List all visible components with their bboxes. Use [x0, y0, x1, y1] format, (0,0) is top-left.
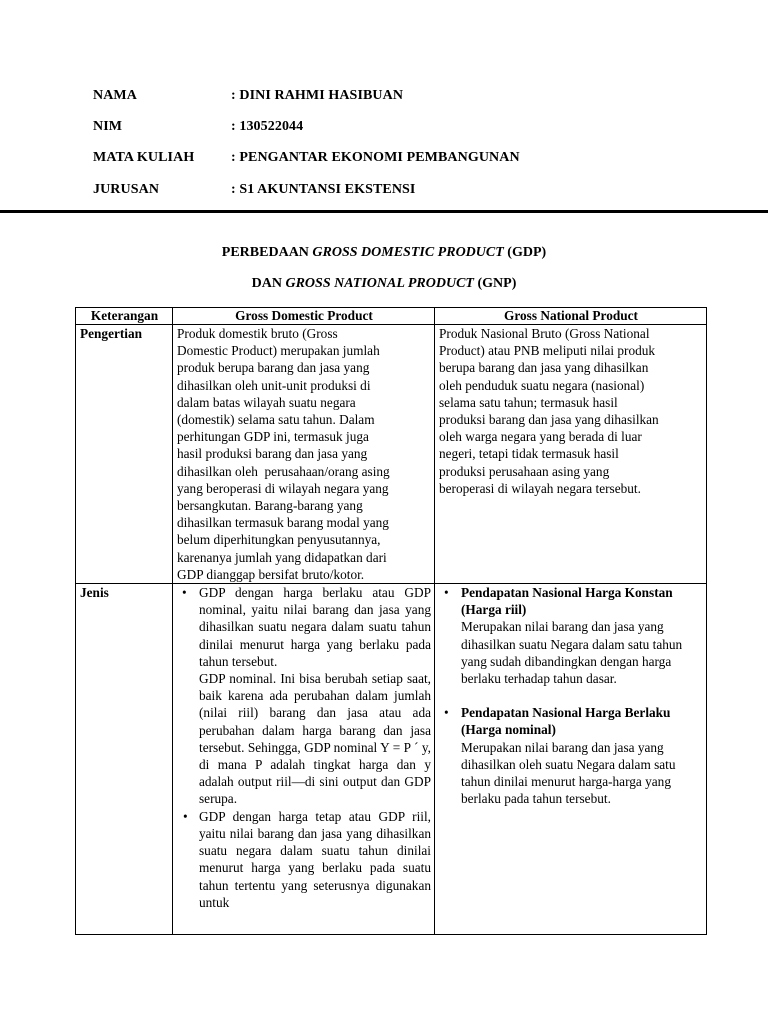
- gdp-nominal-item: • GDP dengan harga berlaku atau GDP nominal, yaitu nilai barang dan jasa yang dihasilkan suatu negara dalam suatu tahun dinilai menurut harga yang berlaku pada tahun tersebut. GDP nominal. Ini bisa berubah setiap saat, baik karena ada perubahan dalam jumlah (nilai riil) barang dan jasa atau ada perubahan dalam harga barang dan jasa tersebut. Sehingga, GDP nominal Y = P ´ y, di mana P adalah tingkat harga dan y adalah output riil—di sini output dan GDP serupa.: [182, 585, 431, 807]
- gnp-definition-cell: Produk Nasional Bruto (Gross National Product) atau PNB meliputi nilai produk berupa barang dan jasa yang dihasilkan oleh penduduk suatu negara (nasional) selama satu tahun; termasuk hasil produksi barang dan jasa yang dihasilkan oleh warga negara yang berada di luar negeri, tetapi tidak termasuk hasil produksi perusahaan asing yang beroperasi di wilayah negara tersebut.: [435, 325, 707, 584]
- row-label-jenis: Jenis: [76, 584, 173, 935]
- bullet-icon: •: [444, 585, 449, 601]
- name-label: NAMA: [93, 88, 137, 103]
- bullet-icon: •: [444, 705, 449, 721]
- nim-value: : 130522044: [231, 119, 304, 134]
- document-title-line1: PERBEDAAN GROSS DOMESTIC PRODUCT (GDP): [221, 245, 547, 260]
- name-value: : DINI RAHMI HASIBUAN: [231, 88, 404, 103]
- table-header-row: [76, 308, 707, 325]
- bullet-icon: •: [182, 585, 187, 601]
- header-gnp: Gross National Product: [435, 308, 707, 325]
- comparison-table: [75, 307, 707, 935]
- course-value: : PENGANTAR EKONOMI PEMBANGUNAN: [231, 150, 520, 165]
- table-row-jenis: [76, 584, 707, 935]
- bullet-icon: •: [183, 808, 188, 824]
- document-title-line2: DAN GROSS NATIONAL PRODUCT (GNP): [251, 276, 517, 291]
- header-divider: [0, 210, 768, 213]
- gdp-definition-cell: Produk domestik bruto (Gross Domestic Product) merupakan jumlah produk berupa barang dan jasa yang dihasilkan oleh unit-unit produksi di dalam batas wilayah suatu negara (domestik) selama satu tahun. Dalam perhitungan GDP ini, termasuk juga hasil produksi barang dan jasa yang dihasilkan oleh perusahaan/orang asing yang beroperasi di wilayah negara yang bersangkutan. Barang-barang yang dihasilkan termasuk barang modal yang belum diperhitungkan penyusutannya, karenanya jumlah yang didapatkan dari GDP dianggap bersifat bruto/kotor.: [173, 325, 435, 584]
- gnp-current-price-item: • Pendapatan Nasional Harga Berlaku (Harga nominal) Merupakan nilai barang dan jasa yang dihasilkan oleh suatu Negara dalam satu tahun dinilai menurut harga-harga yang berlaku pada tahun tersebut.: [444, 705, 676, 807]
- major-label: JURUSAN: [93, 182, 160, 197]
- row-label-pengertian: Pengertian: [76, 325, 173, 584]
- gnp-constant-price-item: • Pendapatan Nasional Harga Konstan (Harga riil) Merupakan nilai barang dan jasa yang dihasilkan suatu Negara dalam satu tahun yang sudah dibandingkan dengan harga berlaku terhadap tahun dasar.: [444, 585, 683, 687]
- gdp-real-item: • GDP dengan harga tetap atau GDP riil, yaitu nilai barang dan jasa yang dihasilkan suatu negara dalam suatu tahun dinilai menurut harga yang berlaku pada suatu tahun tertentu yang seterusnya digunakan untuk: [183, 808, 431, 910]
- header-gdp: Gross Domestic Product: [173, 308, 435, 325]
- major-value: : S1 AKUNTANSI EKSTENSI: [231, 182, 416, 197]
- nim-label: NIM: [93, 119, 123, 134]
- header-keterangan: Keterangan: [76, 308, 173, 325]
- table-row-pengertian: [76, 325, 707, 584]
- course-label: MATA KULIAH: [93, 150, 195, 165]
- gnp-types-cell: [435, 584, 707, 935]
- gdp-types-cell: [173, 584, 435, 935]
